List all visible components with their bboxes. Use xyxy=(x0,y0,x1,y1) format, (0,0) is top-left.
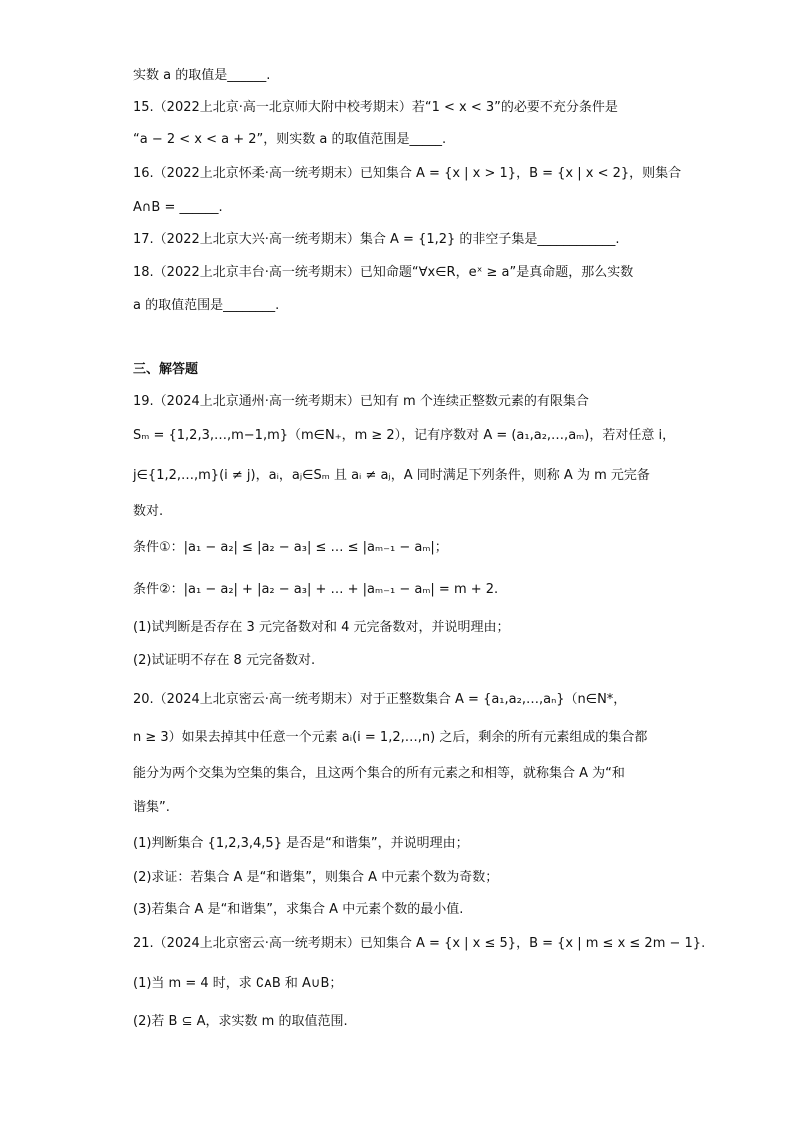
q20-line-2: n ≥ 3）如果去掉其中任意一个元素 aᵢ(i = 1,2,…,n) 之后，剩余的所有元素组成的集合都 xyxy=(133,730,648,745)
q20-part-3: (3)若集合 A 是“和谐集”，求集合 A 中元素个数的最小值. xyxy=(133,902,464,917)
q15-line-1: 15.（2022上北京·高一北京师大附中校考期末）若“1 < x < 3”的必要不充分条件是 xyxy=(133,100,618,115)
q20-part-2: (2)求证：若集合 A 是“和谐集”，则集合 A 中元素个数为奇数； xyxy=(133,870,499,885)
q14-tail: 实数 a 的取值是______. xyxy=(133,68,271,83)
q16-line-1: 16.（2022上北京怀柔·高一统考期末）已知集合 A = {x | x > 1}，B = {x | x < 2}，则集合 xyxy=(133,166,682,181)
q19-line-4: 数对. xyxy=(133,504,164,519)
q18-line-1: 18.（2022上北京丰台·高一统考期末）已知命题“∀x∈R，eˣ ≥ a”是真命题，那么实数 xyxy=(133,265,634,280)
q20-part-1: (1)判断集合 {1,2,3,4,5} 是否是“和谐集”，并说明理由； xyxy=(133,836,469,851)
q18-line-2: a 的取值范围是________. xyxy=(133,298,280,313)
q19-part-2: (2)试证明不存在 8 元完备数对. xyxy=(133,653,316,668)
section-heading-answers: 三、解答题 xyxy=(133,362,199,377)
q21-line-1: 21.（2024上北京密云·高一统考期末）已知集合 A = {x | x ≤ 5}，B = {x | m ≤ x ≤ 2m − 1}. xyxy=(133,936,706,951)
q19-line-1: 19.（2024上北京通州·高一统考期末）已知有 m 个连续正整数元素的有限集合 xyxy=(133,394,589,409)
q20-line-3: 能分为两个交集为空集的集合，且这两个集合的所有元素之和相等，就称集合 A 为“和 xyxy=(133,766,625,781)
q19-condition-1: 条件①：|a₁ − a₂| ≤ |a₂ − a₃| ≤ … ≤ |aₘ₋₁ − aₘ|； xyxy=(133,540,448,555)
q21-part-2: (2)若 B ⊆ A，求实数 m 的取值范围. xyxy=(133,1014,348,1029)
q19-condition-2: 条件②：|a₁ − a₂| + |a₂ − a₃| + … + |aₘ₋₁ − aₘ| = m + 2. xyxy=(133,582,499,597)
q17: 17.（2022上北京大兴·高一统考期末）集合 A = {1,2} 的非空子集是____________. xyxy=(133,232,620,247)
q16-line-2: A∩B = ______. xyxy=(133,200,223,215)
q19-part-1: (1)试判断是否存在 3 元完备数对和 4 元完备数对，并说明理由； xyxy=(133,620,510,635)
q15-line-2: “a − 2 < x < a + 2”，则实数 a 的取值范围是_____. xyxy=(133,132,447,147)
q21-part-1: (1)当 m = 4 时，求 ∁ᴀB 和 A∪B； xyxy=(133,976,343,991)
q19-line-3: j∈{1,2,…,m}(i ≠ j)，aᵢ，aⱼ∈Sₘ 且 aᵢ ≠ aⱼ，A 同时满足下列条件，则称 A 为 m 元完备 xyxy=(133,468,650,483)
q19-line-2: Sₘ = {1,2,3,…,m−1,m}（m∈N₊，m ≥ 2），记有序数对 A = (a₁,a₂,…,aₘ)，若对任意 i， xyxy=(133,428,676,443)
q20-line-4: 谐集”. xyxy=(133,800,170,815)
q20-line-1: 20.（2024上北京密云·高一统考期末）对于正整数集合 A = {a₁,a₂,…,aₙ}（n∈N*， xyxy=(133,692,627,707)
